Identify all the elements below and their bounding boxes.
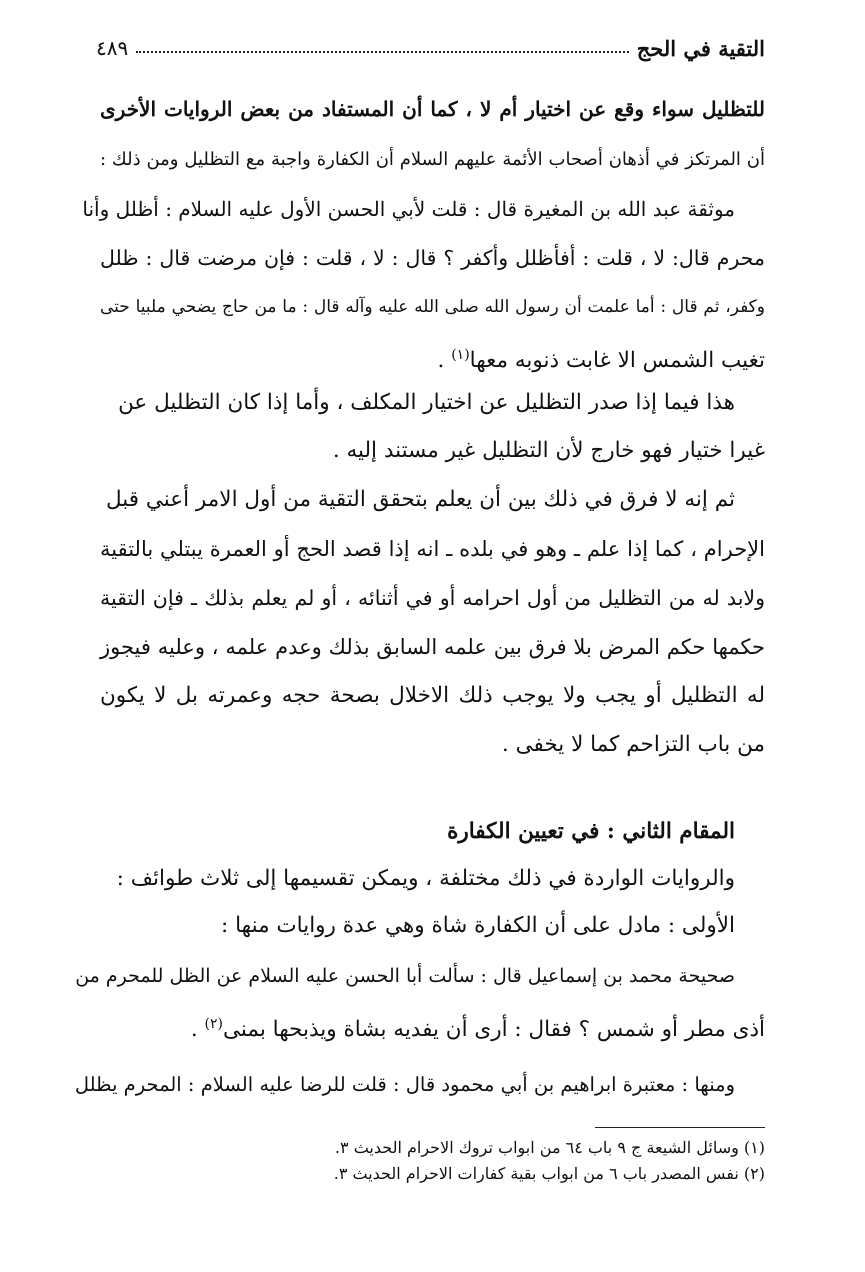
footnote-ref-1: (١) bbox=[451, 347, 470, 363]
body-line-5: وكفر، ثم قال : أما علمت أن رسول الله صلى الله عليه وآله قال : ما من حاج يضحي ملبيا حتى bbox=[100, 297, 765, 317]
body-line-14: من باب التزاحم كما لا يخفى . bbox=[501, 732, 765, 757]
body-line-6-text: تغيب الشمس الا غابت ذنوبه معها bbox=[469, 348, 765, 374]
body-line-11: ولابد له من التظليل من أول احرامه أو في أثنائه ، أو لم يعلم بذلك ـ فإن التقية bbox=[100, 586, 765, 610]
page-number: ٤٨٩ bbox=[96, 36, 129, 60]
body-line-18: صحيحة محمد بن إسماعيل قال : سألت أبا الحسن عليه السلام عن الظل للمحرم من bbox=[75, 965, 735, 987]
body-line-3: موثقة عبد الله بن المغيرة قال : قلت لأبي الحسن الأول عليه السلام : أظلل وأنا bbox=[82, 197, 735, 221]
body-line-1: للتظليل سواء وقع عن اختيار أم لا ، كما أن المستفاد من بعض الروايات الأخرى bbox=[100, 97, 765, 121]
body-line-19: أذى مطر أو شمس ؟ فقال : أرى أن يفديه بشاة ويذبحها بمنى$^{(٢)}$ . bbox=[190, 1016, 765, 1043]
footnote-1: (١) وسائل الشيعة ج ٩ باب ٦٤ من ابواب تروك الاحرام الحديث ٣. bbox=[334, 1138, 765, 1157]
running-header bbox=[96, 30, 765, 66]
body-line-4: محرم قال: لا ، قلت : أفأظلل وأكفر ؟ قال : لا ، قلت : فإن مرضت قال : ظلل bbox=[100, 246, 765, 270]
footnote-2: (٢) نفس المصدر باب ٦ من ابواب بقية كفارات الاحرام الحديث ٣. bbox=[333, 1164, 765, 1183]
body-line-13: له التظليل أو يجب ولا يوجب ذلك الاخلال بصحة حجه وعمرته بل لا يكون bbox=[100, 683, 765, 708]
body-line-10: الإحرام ، كما إذا علم ـ وهو في بلده ـ انه إذا قصد الحج أو العمرة يبتلي بالتقية bbox=[100, 537, 765, 561]
body-line-12: حكمها حكم المرض بلا فرق بين علمه السابق بذلك وعدم علمه ، وعليه فيجوز bbox=[100, 635, 765, 659]
body-line-6: تغيب الشمس الا غابت ذنوبه معها$^{(١)}$ . bbox=[437, 347, 765, 374]
body-line-2: أن المرتكز في أذهان أصحاب الأئمة عليهم السلام أن الكفارة واجبة مع التظليل ومن ذلك : bbox=[100, 149, 765, 170]
footnote-separator bbox=[595, 1127, 765, 1128]
body-line-16: والروايات الواردة في ذلك مختلفة ، ويمكن تقسيمها إلى ثلاث طوائف : bbox=[116, 866, 735, 891]
body-line-9: ثم إنه لا فرق في ذلك بين أن يعلم بتحقق التقية من أول الامر أعني قبل bbox=[106, 487, 735, 512]
body-line-20: ومنها : معتبرة ابراهيم بن أبي محمود قال : قلت للرضا عليه السلام : المحرم يظلل bbox=[74, 1073, 735, 1096]
footnote-ref-2: (٢) bbox=[204, 1016, 224, 1032]
body-line-19-text: أذى مطر أو شمس ؟ فقال : أرى أن يفديه بشاة ويذبحها بمنى bbox=[223, 1017, 765, 1043]
body-line-17: الأولى : مادل على أن الكفارة شاة وهي عدة روايات منها : bbox=[221, 913, 735, 938]
body-line-7: هذا فيما إذا صدر التظليل عن اختيار المكلف ، وأما إذا كان التظليل عن bbox=[118, 390, 735, 415]
section-heading: المقام الثاني : في تعيين الكفارة bbox=[447, 819, 735, 844]
header-dot-leader bbox=[136, 43, 628, 53]
header-title: التقية في الحج bbox=[636, 35, 765, 61]
body-line-8: غيرا ختيار فهو خارج لأن التظليل غير مستند إليه . bbox=[332, 438, 765, 463]
